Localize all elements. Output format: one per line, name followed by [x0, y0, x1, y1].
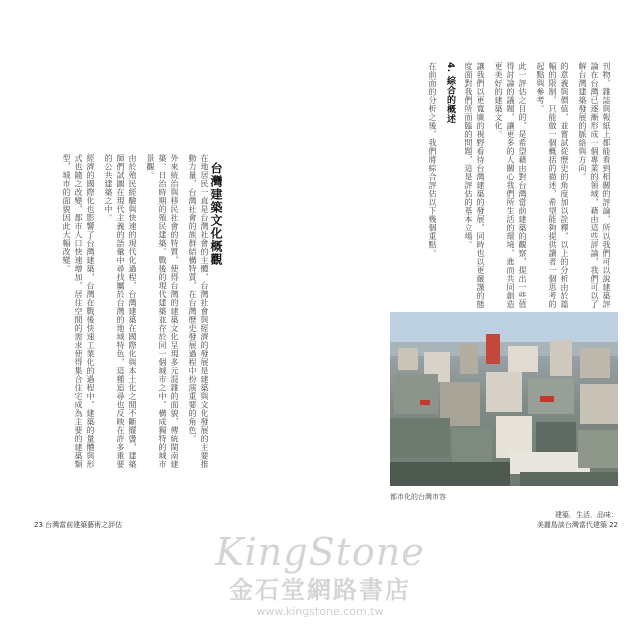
watermark-logo: KingStone — [215, 530, 425, 574]
footer-book-title: 美麗島談台灣當代建築 22 — [536, 521, 618, 529]
left-paragraph: 經濟的國際化也影響了台灣建築，台灣在戰後快速工業化的過程中，建築的量體與形式也隨之改變，都市人口快速增加，居住空間的需求使得集合住宅成為主要的建築類型，城市的面貌因此大幅改變。 — [62, 154, 95, 469]
section-subheading: 4. 綜合的概述 — [445, 62, 455, 124]
watermark-store-name: 金石堂網路書店 — [229, 575, 411, 604]
sub-paragraph: 在前面的分析之後，我們將綜合評估以下幾個重點。 — [428, 62, 437, 258]
right-body-text — [322, 62, 612, 310]
right-paragraph: 此一評估之目的，是希望藉由對台灣當前建築的觀察，提出一些值得討論的議題，讓更多的人關心我們所生活的環境，進而共同創造更美好的建築文化。 — [494, 62, 527, 309]
left-paragraph: 由於殖民經驗與快速的現代化過程，台灣建築在國際化與本土化之間不斷擺盪，建築師們試圖在現代主義的語彙中尋找屬於台灣的地域特色，這種追尋也反映在許多重要的公共建築之中。 — [104, 154, 137, 469]
left-page-footer: 23 台灣當前建築藝術之評估 — [34, 521, 123, 529]
left-body-text-2 — [222, 144, 314, 464]
footer-series-title: 建築．生活．品味： — [555, 511, 618, 519]
left-page — [22, 22, 318, 530]
book-spread — [22, 22, 618, 530]
watermark — [0, 530, 640, 618]
right-page-footer — [537, 510, 618, 530]
right-paragraph: 刊物，雜誌與報紙上都能看到相關的評論，所以我們可以說建築評論在台灣已逐漸形成一個專業的領域，藉由這些評論，我們可以了解台灣建築發展的脈絡與方向。 — [578, 62, 611, 309]
right-paragraph: 的意義與價值，並嘗試從歷史的角度加以詮釋，以上的分析由於篇幅的限制，只能做一個概括的描述，希望能夠提供讀者一個思考的起點與參考。 — [536, 62, 569, 309]
right-page — [322, 22, 618, 530]
right-paragraph: 讓我們以更寬廣的視野看待台灣建築的發展，同時也以更嚴謹的態度面對我們所面臨的問題，這是評估的基本立場。 — [464, 62, 485, 309]
watermark-url: www.kingstone.com.tw — [256, 605, 384, 618]
city-photo-illustration — [390, 312, 618, 486]
photo-caption: 都市化的台灣市容 — [390, 493, 446, 501]
section-heading: 台灣建築文化概觀 — [209, 162, 223, 266]
left-paragraph: 外來統治與移民社會的特質，使得台灣的建築文化呈現多元混雜的面貌，傳統閩南建築、日治時期的殖民建築、戰後的現代建築並存於同一個城市之中，構成獨特的城市景觀。 — [146, 154, 179, 469]
city-photo — [390, 312, 618, 486]
left-paragraph: 在地居民一直是台灣社會的主體，台灣社會與經濟的發展是建築與文化發展的主要推動力量，台灣社會的族群結構特質，在台灣歷史發展過程中扮演重要的角色。 — [188, 154, 209, 469]
left-body-text-1 — [62, 154, 210, 474]
